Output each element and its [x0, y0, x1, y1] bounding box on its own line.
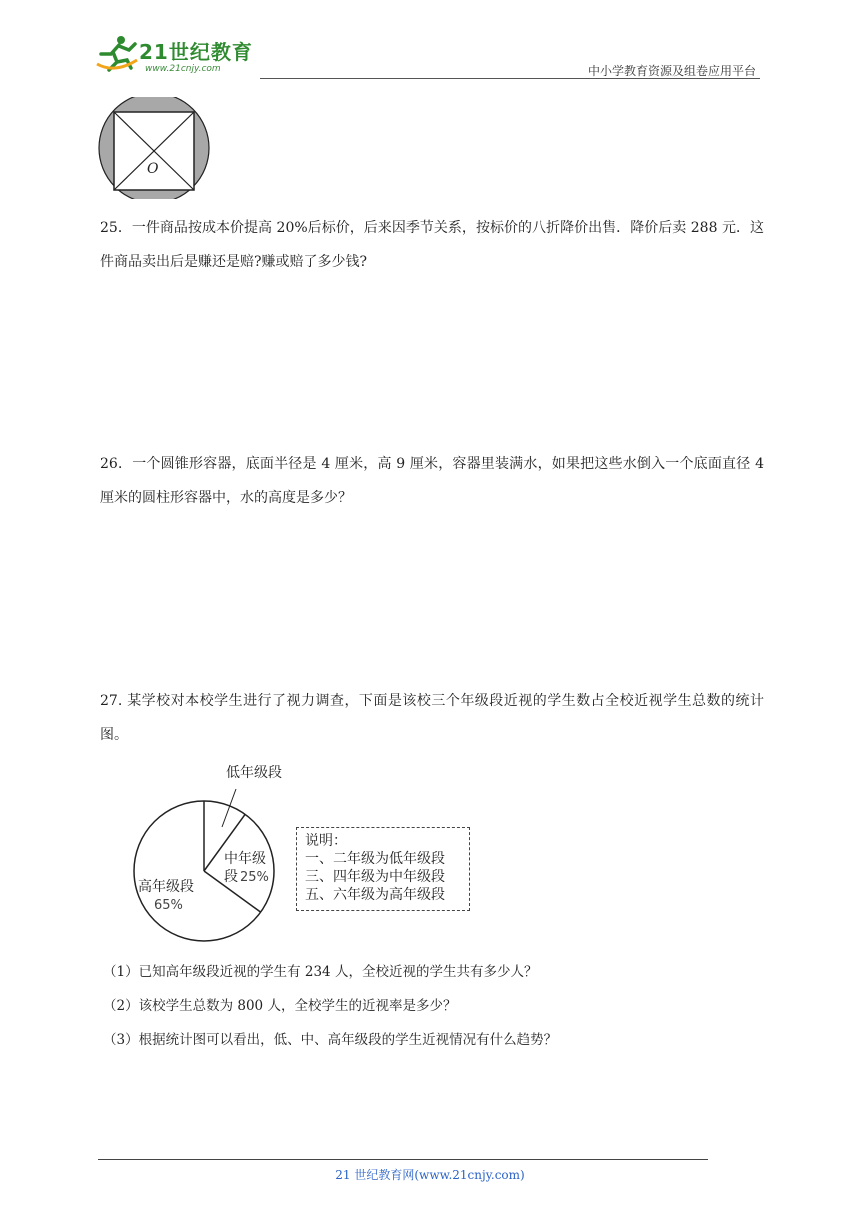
site-logo[interactable] [95, 34, 265, 78]
pie-chart [124, 755, 294, 950]
high-grade-label: 高年级段 [138, 879, 194, 895]
question-27: 27. 某学校对本校学生进行了视力调查，下面是该校三个年级段近视的学生数占全校近视学生总数的统计图。 [100, 693, 764, 743]
legend-item: 一、二年级为低年级段 [305, 851, 445, 867]
logo-url: www.21cnjy.com [145, 64, 221, 74]
high-grade-value: 65% [154, 898, 183, 913]
mid-grade-value: 25% [240, 870, 269, 885]
footer-divider [98, 1159, 708, 1160]
runner-logo-icon [95, 34, 139, 74]
subquestion-1: （1）已知高年级段近视的学生有 234 人，全校近视的学生共有多少人？ [103, 964, 538, 980]
mid-grade-label-line1: 中年级 [224, 851, 266, 867]
question-26: 26．一个圆锥形容器，底面半径是 4 厘米，高 9 厘米，容器里装满水，如果把这些水倒入一个底面直径 4 厘米的圆柱形容器中，水的高度是多少？ [100, 456, 764, 506]
low-grade-label: 低年级段 [226, 765, 282, 781]
legend-item: 三、四年级为中年级段 [305, 869, 445, 885]
mid-grade-label-line2: 段 [224, 869, 238, 885]
platform-name: 中小学教育资源及组卷应用平台 [587, 64, 756, 78]
subquestion-2: （2）该校学生总数为 800 人，全校学生的近视率是多少？ [103, 998, 457, 1014]
circle-square-figure [97, 97, 212, 199]
logo-text: 21世纪教育 [139, 40, 253, 64]
page-header [95, 28, 760, 80]
center-label: O [147, 161, 159, 177]
legend-item: 五、六年级为高年级段 [305, 887, 445, 903]
footer-link[interactable]: 21 世纪教育网(www.21cnjy.com) [335, 1168, 525, 1182]
chart-legend [296, 827, 470, 911]
pie-chart-area [124, 755, 484, 950]
header-divider [260, 78, 760, 79]
subquestion-3: （3）根据统计图可以看出，低、中、高年级段的学生近视情况有什么趋势？ [103, 1032, 558, 1048]
legend-title: 说明： [305, 833, 347, 849]
question-25: 25．一件商品按成本价提高 20%后标价，后来因季节关系，按标价的八折降价出售．降价后卖 288 元．这件商品卖出后是赚还是赔?赚或赔了多少钱? [100, 220, 764, 270]
